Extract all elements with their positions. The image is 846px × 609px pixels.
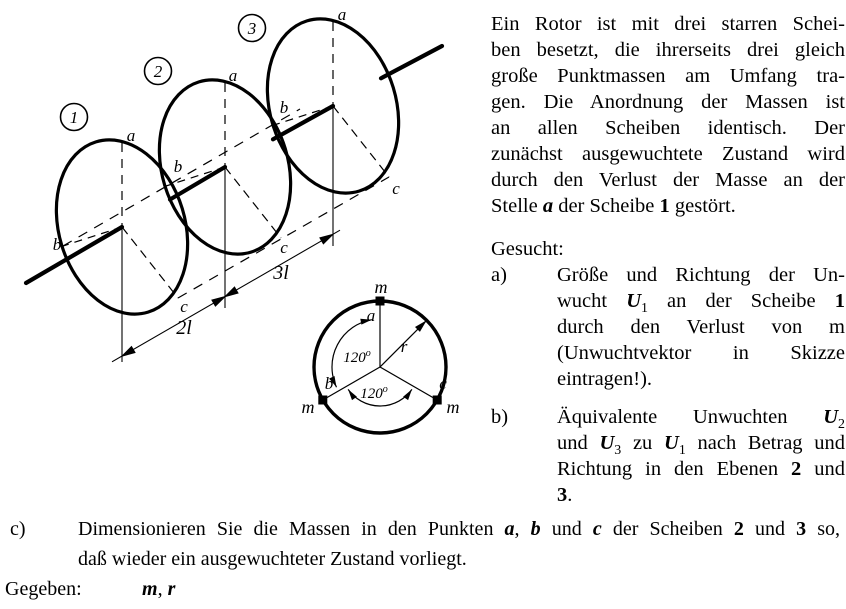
- intro-paragraph: [491, 11, 845, 219]
- angle-ab-label: 120$^o$: [343, 348, 371, 366]
- task-item-a-label: a): [491, 264, 507, 286]
- shaft-segment: [381, 46, 442, 78]
- task-item-c-label: c): [10, 518, 26, 540]
- text-line: (Unwuchtvektor in Skizze: [557, 342, 845, 364]
- disk-1-point-b-label: b: [52, 235, 62, 254]
- task-item-b: [491, 404, 845, 508]
- task-item-b-label: b): [491, 406, 509, 428]
- text-line: durch den Verlust der Masse an der: [491, 169, 845, 191]
- text-line: durch den Verlust von m: [557, 316, 845, 338]
- text-line: gen. Die Anordnung der Massen ist: [491, 91, 845, 113]
- text-line: Stelle a der Scheibe 1 gestört.: [491, 195, 736, 217]
- task-item-c: [10, 514, 842, 574]
- gegeben-label: Gegeben:: [5, 578, 82, 600]
- disk-2-point-c-label: c: [280, 238, 288, 257]
- front-point-b-label: b: [324, 374, 334, 393]
- task-item-a: [491, 262, 845, 392]
- mass-square-c: [433, 396, 442, 405]
- text-line: Größe und Richtung der Un-: [557, 264, 845, 286]
- text-line: daß wieder ein ausgewuchteter Zustand vorliegt.: [78, 548, 467, 570]
- dimension-arrowhead: [320, 234, 333, 244]
- disk-3-point-c-label: c: [392, 179, 400, 198]
- mass-square-a: [376, 297, 385, 306]
- dimension-arrowhead: [212, 297, 225, 307]
- rotor-diagram: [0, 0, 470, 450]
- arc-arrowhead: [403, 389, 412, 400]
- front-point-c-label: c: [439, 374, 447, 393]
- disk-1-point-a-label: a: [126, 126, 136, 145]
- task-item-c-text: [78, 514, 840, 574]
- front-point-a-label: a: [366, 306, 376, 325]
- dimension-arrowhead: [225, 287, 238, 297]
- dimension-2l-label: 2l: [176, 317, 192, 339]
- disk-2-c-radial: [225, 167, 281, 238]
- text-line: ben besetzt, die ihrerseits drei gleich: [491, 39, 845, 61]
- mass-square-b: [318, 396, 327, 405]
- text-line: und $U_3$ zu $U_1$ nach Betrag und: [557, 432, 846, 459]
- gesucht-heading: Gesucht:: [491, 238, 564, 260]
- text-line: zunächst ausgewuchtete Zustand wird: [491, 143, 845, 165]
- gegeben-value: m, r: [142, 578, 176, 600]
- disk-1-number: 1: [69, 108, 79, 127]
- disk-1-point-c-label: c: [180, 297, 188, 316]
- text-line: wucht $U_1$ an der Scheibe 1: [557, 290, 845, 317]
- text-line: große Punktmassen am Umfang tra-: [491, 65, 845, 87]
- front-radius-label: r: [400, 337, 408, 356]
- angle-bc-label: 120$^o$: [360, 384, 388, 402]
- front-mass-a-label: m: [374, 277, 388, 297]
- disk-3: [239, 2, 420, 246]
- dimension-arrowhead: [122, 347, 135, 357]
- disk-3-point-b-label: b: [279, 98, 289, 117]
- arc-arrowhead: [348, 389, 357, 400]
- disk-3-number: 3: [247, 19, 257, 38]
- disk-1-c-radial: [122, 227, 178, 298]
- front-mass-c-label: m: [446, 397, 460, 417]
- disk-2-number: 2: [153, 62, 163, 81]
- text-line: eintragen!).: [557, 368, 653, 390]
- text-line: Äquivalente Unwuchten $U_2$: [557, 406, 845, 433]
- disk-2-point-b-label: b: [173, 157, 183, 176]
- text-line: Richtung in den Ebenen 2 und: [557, 458, 845, 480]
- disk-3-c-radial: [333, 106, 389, 177]
- problem-text-column: [491, 11, 845, 508]
- front-view: [302, 277, 460, 433]
- gegeben-row: [5, 578, 175, 601]
- generator-lines: [63, 109, 389, 298]
- dimension-line-group: [112, 230, 340, 362]
- text-line: Ein Rotor ist mit drei starren Schei-: [491, 13, 845, 35]
- disk-2-point-a-label: a: [228, 66, 238, 85]
- text-line: an allen Scheiben identisch. Der: [491, 117, 845, 139]
- text-line: Dimensionieren Sie die Massen in den Punkten a, b und c der Scheiben 2 und 3 so,: [78, 518, 840, 540]
- text-line: 3.: [557, 484, 573, 506]
- disk-3-point-a-label: a: [337, 5, 347, 24]
- b-points-connector-line: [63, 109, 300, 246]
- dimension-3l-label: 3l: [273, 262, 289, 284]
- front-mass-b-label: m: [301, 397, 315, 417]
